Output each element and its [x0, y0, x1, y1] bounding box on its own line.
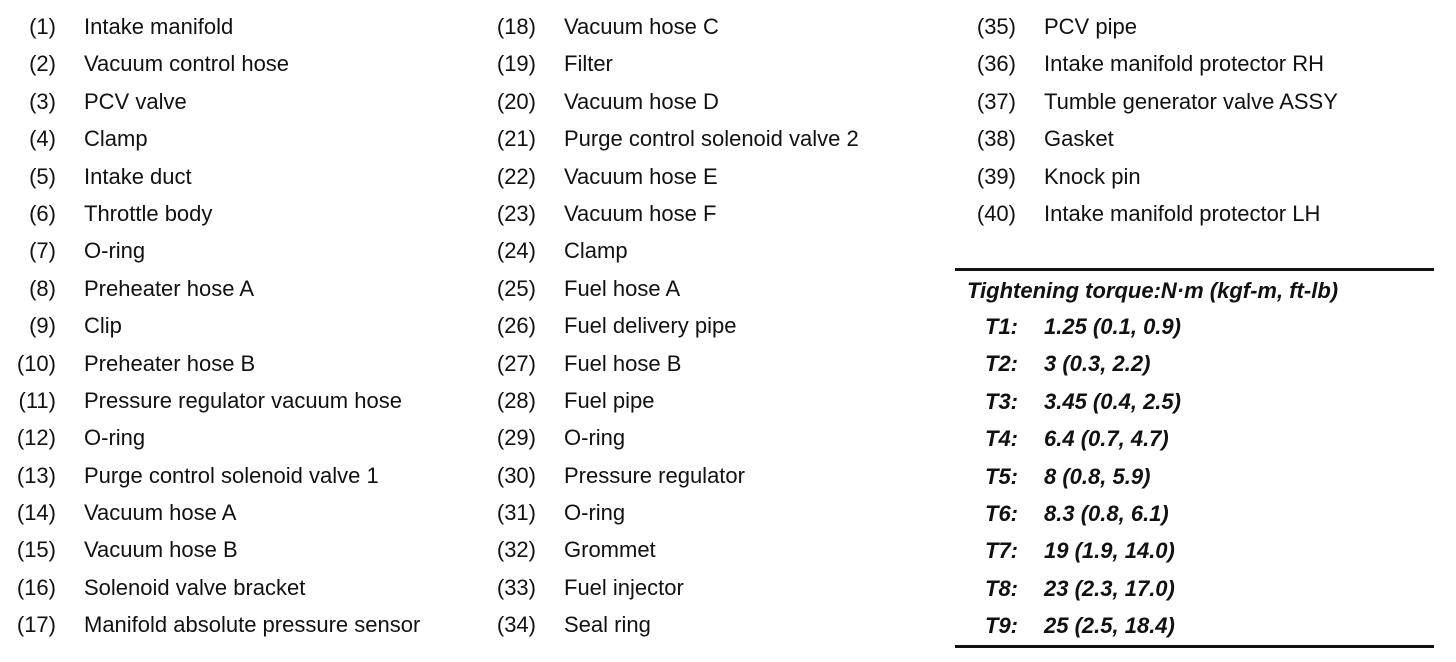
torque-code: T8:	[985, 575, 1018, 601]
part-name: Gasket	[1044, 126, 1114, 152]
part-name: Intake duct	[84, 163, 192, 189]
torque-row	[955, 420, 1434, 457]
part-name: Vacuum hose A	[84, 500, 237, 526]
part-number: (9)	[29, 313, 56, 339]
part-number: (23)	[496, 200, 536, 226]
part-name: Clamp	[84, 126, 148, 152]
part-name: O-ring	[84, 238, 146, 264]
part-name: Vacuum hose E	[564, 163, 718, 189]
torque-code: T4:	[985, 426, 1018, 452]
part-name: Purge control solenoid valve 1	[84, 462, 379, 488]
part-number: (2)	[29, 51, 56, 77]
part-number: (20)	[496, 88, 536, 114]
part-name: Purge control solenoid valve 2	[564, 126, 859, 152]
part-name: Pressure regulator	[564, 462, 745, 488]
torque-row	[955, 495, 1434, 532]
torque-code: T1:	[985, 314, 1018, 339]
torque-row	[955, 458, 1434, 495]
part-number: (15)	[16, 537, 56, 563]
part-name: O-ring	[564, 425, 626, 451]
torque-row	[955, 345, 1434, 382]
torque-value: 3 (0.3, 2.2)	[1044, 351, 1151, 377]
part-name: Clip	[84, 313, 122, 339]
part-number: (8)	[29, 275, 56, 301]
torque-table-title: Tightening torque:N·m (kgf-m, ft-lb)	[967, 278, 1339, 303]
part-name: Tumble generator valve ASSY	[1044, 88, 1338, 114]
part-number: (31)	[496, 500, 536, 526]
part-number: (12)	[16, 425, 56, 451]
torque-code: T3:	[985, 388, 1018, 414]
part-name: Vacuum hose D	[564, 88, 719, 114]
part-number: (35)	[976, 14, 1016, 39]
part-name: Intake manifold protector RH	[1044, 51, 1325, 77]
part-number: (29)	[496, 425, 536, 451]
torque-row	[955, 308, 1434, 345]
part-number: (13)	[16, 462, 56, 488]
torque-row	[955, 570, 1434, 607]
torque-value: 1.25 (0.1, 0.9)	[1044, 314, 1181, 339]
torque-row	[955, 383, 1434, 420]
part-number: (34)	[496, 612, 536, 638]
torque-value: 8.3 (0.8, 6.1)	[1044, 500, 1169, 526]
part-number: (40)	[976, 200, 1016, 226]
torque-code: T6:	[985, 500, 1018, 526]
part-number: (14)	[16, 500, 56, 526]
part-name: Throttle body	[84, 200, 213, 226]
part-number: (7)	[29, 238, 56, 264]
part-number: (38)	[976, 126, 1016, 152]
part-number: (26)	[496, 313, 536, 339]
part-name: Fuel delivery pipe	[564, 313, 737, 339]
torque-row	[955, 532, 1434, 569]
part-number: (3)	[29, 88, 56, 114]
part-name: Fuel hose B	[564, 350, 682, 376]
part-name: Solenoid valve bracket	[84, 574, 306, 600]
part-name: Fuel injector	[564, 574, 684, 600]
part-number: (4)	[29, 126, 56, 152]
part-number: (22)	[496, 163, 536, 189]
torque-value: 19 (1.9, 14.0)	[1044, 538, 1175, 564]
tightening-torque-table	[955, 268, 1434, 648]
part-name: Fuel pipe	[564, 387, 655, 413]
part-name: Knock pin	[1044, 163, 1141, 189]
part-number: (18)	[496, 14, 536, 39]
part-number: (27)	[496, 350, 536, 376]
part-number: (6)	[29, 200, 56, 226]
part-number: (37)	[976, 88, 1016, 114]
torque-code: T9:	[985, 613, 1018, 639]
part-name: Fuel hose A	[564, 275, 681, 301]
part-name: Intake manifold protector LH	[1044, 200, 1321, 226]
part-number: (39)	[976, 163, 1016, 189]
torque-value: 6.4 (0.7, 4.7)	[1044, 426, 1169, 452]
part-number: (5)	[29, 163, 56, 189]
part-number: (32)	[496, 537, 536, 563]
part-name: O-ring	[84, 425, 146, 451]
part-name: PCV pipe	[1044, 14, 1137, 39]
part-number: (24)	[496, 238, 536, 264]
torque-value: 25 (2.5, 18.4)	[1044, 613, 1175, 639]
part-number: (19)	[496, 51, 536, 77]
part-name: Seal ring	[564, 612, 651, 638]
torque-value: 8 (0.8, 5.9)	[1044, 463, 1151, 489]
part-number: (25)	[496, 275, 536, 301]
part-number: (11)	[18, 387, 56, 413]
torque-value: 3.45 (0.4, 2.5)	[1044, 388, 1181, 414]
part-name: Filter	[564, 51, 613, 77]
torque-value: 23 (2.3, 17.0)	[1044, 575, 1175, 601]
part-number: (21)	[496, 126, 536, 152]
part-name: Manifold absolute pressure sensor	[84, 612, 421, 638]
part-number: (17)	[16, 612, 56, 638]
part-number: (36)	[976, 51, 1016, 77]
part-number: (28)	[496, 387, 536, 413]
part-name: Vacuum hose F	[564, 200, 717, 226]
part-name: PCV valve	[84, 88, 187, 114]
part-number: (16)	[16, 574, 56, 600]
part-name: Pressure regulator vacuum hose	[84, 387, 402, 413]
part-name: Intake manifold	[84, 14, 234, 39]
torque-code: T5:	[985, 463, 1018, 489]
part-name: Vacuum control hose	[84, 51, 290, 77]
part-number: (10)	[16, 350, 56, 376]
torque-row	[955, 607, 1434, 644]
part-name: Preheater hose B	[84, 350, 256, 376]
part-name: Vacuum hose C	[564, 14, 719, 39]
torque-code: T2:	[985, 351, 1018, 377]
part-name: Grommet	[564, 537, 656, 563]
torque-code: T7:	[985, 538, 1018, 564]
part-name: Clamp	[564, 238, 628, 264]
part-name: O-ring	[564, 500, 626, 526]
part-number: (1)	[29, 14, 56, 39]
part-number: (33)	[496, 574, 536, 600]
part-number: (30)	[496, 462, 536, 488]
part-name: Vacuum hose B	[84, 537, 238, 563]
part-name: Preheater hose A	[84, 275, 255, 301]
